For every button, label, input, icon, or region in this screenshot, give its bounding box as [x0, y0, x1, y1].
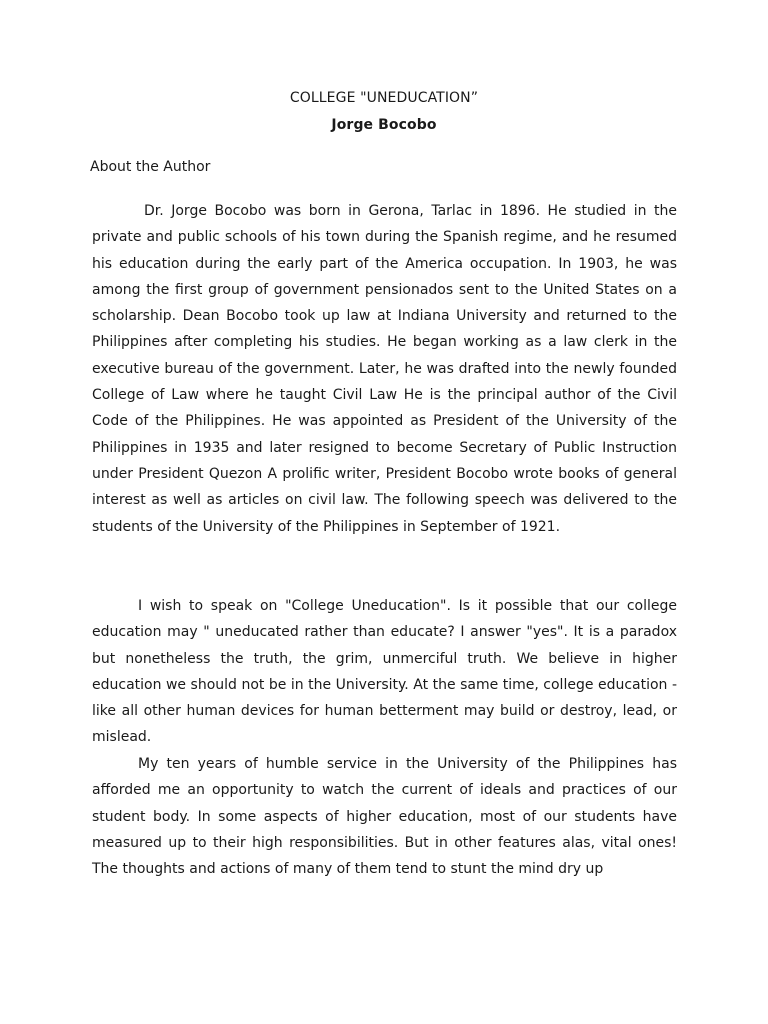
bio-text: Dr. Jorge Bocobo was born in Gerona, Tarlac in 1896. He studied in the private and public schools of his town during the Spanish regime, and he resumed his education during the early part of the America occupation. In 1903, he was among the first group of government pensionados sent to the United States on a scholarship. Dean Bocobo took up law at Indiana University and returned to the Philippines after completing his studies. He began working as a law clerk in the executive bureau of the government. Later, he was drafted into the newly founded College of Law where he taught Civil Law He is the principal author of the Civil Code of the Philippines. He was appointed as President of the University of the Philippines in 1935 and later resigned to become Secretary of Public Instruction under President Quezon A prolific writer, President Bocobo wrote books of general interest as well as articles on civil law. The following speech was delivered to the students of the University of the Philippines in September of 1921. [92, 203, 677, 535]
speech-text-1: I wish to speak on "College Uneducation". Is it possible that our college education may " uneducated rather than educate? I answer "yes". It is a paradox but nonetheless the truth, the grim, unmerciful truth. We believe in higher education we should not be in the University. At the same time, college education - like all other human devices for human betterment may build or destroy, lead, or mislead. [92, 598, 677, 746]
speech-paragraph-2 [92, 751, 677, 882]
document-author: Jorge Bocobo [331, 117, 437, 133]
speech-text-2: My ten years of humble service in the University of the Philippines has afforded me an opportunity to watch the current of ideals and practices of our student body. In some aspects of higher education, most of our students have measured up to their high responsibilities. But in other features alas, vital ones! The thoughts and actions of many of them tend to stunt the mind dry up [92, 756, 677, 878]
speech-paragraph-1 [92, 593, 677, 751]
document-title: COLLEGE "UNEDUCATION” [289, 90, 479, 106]
section-heading: About the Author [90, 159, 211, 175]
bio-paragraph [92, 198, 677, 540]
